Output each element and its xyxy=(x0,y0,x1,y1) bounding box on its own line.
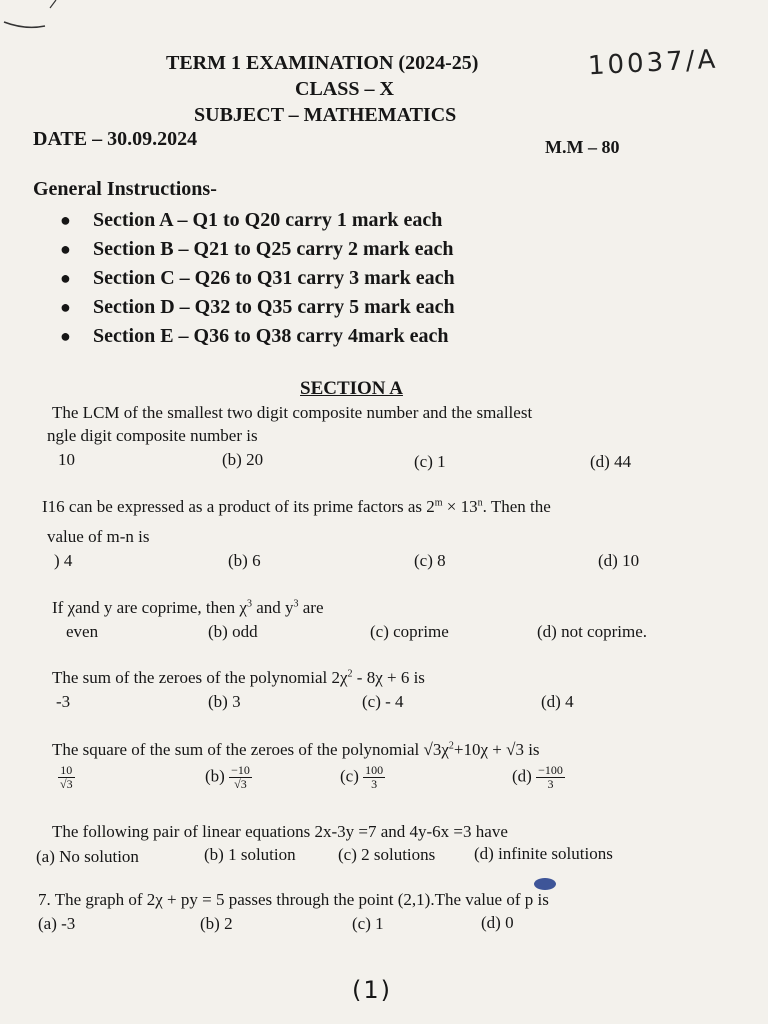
q6-text: The following pair of linear equations 2x-3y =7 and 4y-6x =3 have xyxy=(52,822,508,841)
q1-option-a: 10 xyxy=(58,450,75,469)
q4-text: The sum of the zeroes of the polynomial $2\chi^2 - 8\chi + 6$ is xyxy=(52,668,425,687)
q6-option-d: (d) infinite solutions xyxy=(474,844,613,863)
q2-option-c: (c) 8 xyxy=(414,551,446,570)
instructions-title: General Instructions- xyxy=(33,178,217,200)
instruction-item: ● Section E – Q36 to Q38 carry 4mark each xyxy=(60,322,455,351)
q1-option-c: (c) 1 xyxy=(414,452,446,471)
ink-blot-mark xyxy=(530,874,560,894)
q2-option-a: ) 4 xyxy=(54,551,73,570)
class-label: CLASS – X xyxy=(295,78,394,100)
q3-option-a: even xyxy=(66,622,99,641)
q5-option-b: (b) $\frac{-10}{√3}$ xyxy=(205,763,250,791)
q6-option-c: (c) 2 solutions xyxy=(338,845,436,864)
q7-option-d: (d) 0 xyxy=(481,913,514,932)
instructions-list xyxy=(60,206,455,351)
q3-text: If χand y are coprime, then $\chi^3$ and $y^3$ are xyxy=(52,598,324,617)
q5-option-a xyxy=(58,764,75,791)
q6-option-b: (b) 1 solution xyxy=(204,845,296,864)
q7-option-c: (c) 1 xyxy=(352,914,384,933)
subject-label: SUBJECT – MATHEMATICS xyxy=(194,104,457,126)
page-number: (1) xyxy=(352,976,392,1004)
q5-option-c: (c) $\frac{100}{3}$ xyxy=(340,763,384,791)
q5-text: The square of the sum of the zeroes of the polynomial $√3\chi^2+10\chi + √3$ is xyxy=(52,740,540,759)
exam-date: DATE – 30.09.2024 xyxy=(33,128,198,150)
q7-option-a: (a) -3 xyxy=(38,914,76,933)
bullet-icon: ● xyxy=(60,239,71,259)
q4-option-c: (c) - 4 xyxy=(362,692,404,711)
bullet-icon: ● xyxy=(60,326,71,346)
q4-option-a: -3 xyxy=(56,692,71,711)
q7-option-b: (b) 2 xyxy=(200,914,233,933)
q2-line1: I16 can be expressed as a product of its prime factors as $2^m \times 13^n$. Then the xyxy=(42,497,551,516)
q1-line1: The LCM of the smallest two digit composite number and the smallest xyxy=(52,403,533,422)
handwritten-code: 10037/A xyxy=(587,44,719,82)
q5-option-b-fraction: $\frac{-10}{√3}$ xyxy=(231,763,250,791)
q5-option-d: (d) $\frac{-100}{3}$ xyxy=(512,763,563,791)
corner-pen-mark xyxy=(0,0,80,40)
q3-option-d: (d) not coprime. xyxy=(537,622,647,641)
max-marks: M.M – 80 xyxy=(545,137,620,157)
q3-option-c: (c) coprime xyxy=(370,622,449,641)
q2-option-b: (b) 6 xyxy=(228,551,261,570)
exam-title: TERM 1 EXAMINATION (2024-25) xyxy=(166,52,479,74)
q3-option-b: (b) odd xyxy=(208,622,258,641)
q2-option-d: (d) 10 xyxy=(598,551,640,570)
bullet-icon: ● xyxy=(60,210,71,230)
q1-option-b: (b) 20 xyxy=(222,450,264,469)
q1-line2: ngle digit composite number is xyxy=(47,426,258,445)
q7-text: 7. The graph of 2χ + py = 5 passes through the point (2,1).The value of p is xyxy=(38,890,549,909)
q5-option-a-fraction: $\frac{10}{√3}$ xyxy=(60,763,73,791)
q6-option-a: (a) No solution xyxy=(36,847,139,866)
instruction-item: ● Section D – Q32 to Q35 carry 5 mark each xyxy=(60,293,455,322)
instruction-item: ● Section C – Q26 to Q31 carry 3 mark each xyxy=(60,264,455,293)
instruction-item: ● Section A – Q1 to Q20 carry 1 mark each xyxy=(60,206,455,235)
q5-option-c-fraction: $\frac{100}{3}$ xyxy=(365,763,384,791)
instruction-item: ● Section B – Q21 to Q25 carry 2 mark each xyxy=(60,235,455,264)
q2-line2: value of m-n is xyxy=(47,527,150,546)
q5-option-d-fraction: $\frac{-100}{3}$ xyxy=(538,763,563,791)
bullet-icon: ● xyxy=(60,268,71,288)
bullet-icon: ● xyxy=(60,297,71,317)
q1-option-d: (d) 44 xyxy=(590,452,632,471)
q4-option-b: (b) 3 xyxy=(208,692,241,711)
section-a-title: SECTION A xyxy=(300,378,403,399)
q4-option-d: (d) 4 xyxy=(541,692,574,711)
